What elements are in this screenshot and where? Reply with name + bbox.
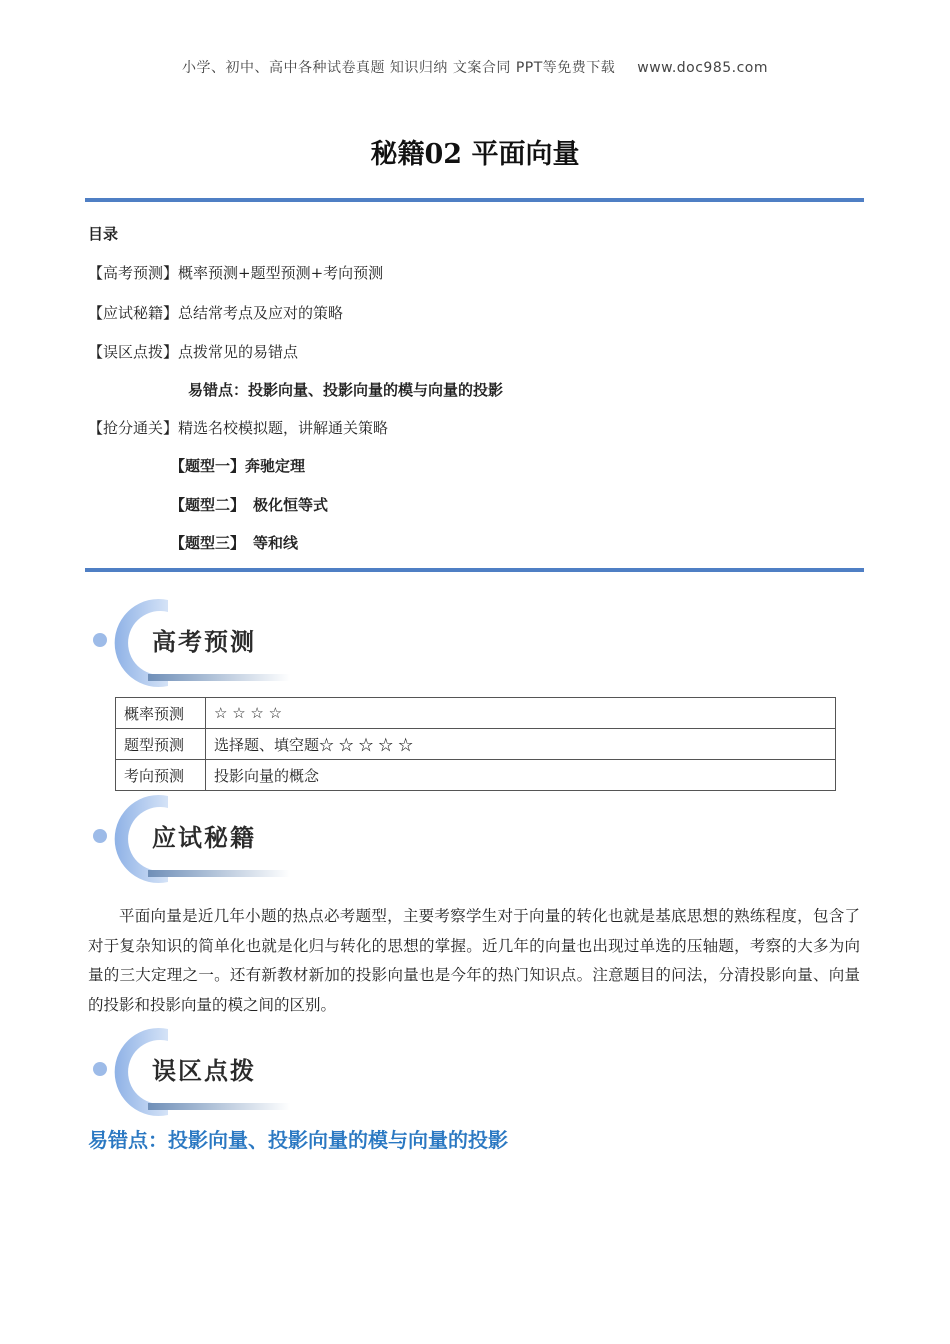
toc-item-tag: 【应试秘籍】 [88, 304, 179, 322]
table-row [116, 729, 836, 760]
toc-item-text: 点拨常见的易错点 [178, 343, 299, 361]
top-divider [85, 198, 864, 202]
table-cell-key: 题型预测 [116, 729, 206, 760]
toc-item-gaokao[interactable] [88, 262, 383, 283]
toc-item-tag: 【抢分通关】 [88, 419, 179, 437]
toc-item-yingshi[interactable] [88, 302, 343, 323]
table-cell-key: 概率预测 [116, 698, 206, 729]
toc-item-text: 精选名校模拟题，讲解通关策略 [178, 419, 389, 437]
page-title: 秘籍02 平面向量 [370, 139, 580, 170]
table-cell-key: 考向预测 [116, 760, 206, 791]
toc-item-text: 等和线 [253, 534, 299, 552]
table-cell-value: 投影向量的概念 [206, 760, 836, 791]
toc-item-text: 奔驰定理 [245, 457, 306, 475]
section-banner-wuqu [88, 1027, 293, 1119]
header-text: 小学、初中、高中各种试卷真题 知识归纳 文案合同 PPT等免费下载 [181, 60, 616, 76]
toc-item-tag: 【题型三】 [170, 534, 246, 552]
banner-title: 误区点拨 [152, 1057, 256, 1085]
table-row [116, 698, 836, 729]
toc-item-tag: 【题型二】 [170, 496, 246, 514]
table-row [116, 760, 836, 791]
toc-item-tag: 【题型一】 [170, 457, 246, 475]
error-point-title: 易错点：投影向量、投影向量的模与向量的投影 [88, 1128, 508, 1152]
section-banner-yingshi [88, 794, 293, 886]
prediction-table [115, 697, 836, 791]
banner-title: 高考预测 [152, 628, 256, 656]
toc-item-type-2[interactable] [170, 494, 328, 515]
page-header [0, 57, 950, 77]
toc-item-wuqu[interactable] [88, 341, 298, 362]
table-cell-value: ☆ ☆ ☆ ☆ [206, 698, 836, 729]
toc-item-text: 易错点：投影向量、投影向量的模与向量的投影 [188, 381, 504, 399]
toc-item-type-1[interactable] [170, 455, 305, 476]
toc-item-text: 概率预测+题型预测+考向预测 [178, 264, 384, 282]
banner-title: 应试秘籍 [152, 824, 256, 852]
toc-divider [85, 568, 864, 572]
toc-item-error-point[interactable] [188, 379, 503, 400]
strategy-paragraph: 平面向量是近几年小题的热点必考题型，主要考察学生对于向量的转化也就是基底思想的熟练程度，包含了对于复杂知识的简单化也就是化归与转化的思想的掌握。近几年的向量也出现过单选的压轴题，考察的大多为向量的三大定理之一。还有新教材新加的投影向量也是今年的热门知识点。注意题目的问法，分清投影向量、向量的投影和投影向量的模之间的区别。 [88, 907, 860, 1014]
toc-item-type-3[interactable] [170, 532, 298, 553]
header-site[interactable]: www.doc985.com [637, 60, 769, 76]
toc-item-text: 总结常考点及应对的策略 [178, 304, 344, 322]
toc-item-tag: 【误区点拨】 [88, 343, 179, 361]
toc-item-qiangfen[interactable] [88, 417, 388, 438]
table-cell-value: 选择题、填空题☆ ☆ ☆ ☆ ☆ [206, 729, 836, 760]
toc-item-text: 极化恒等式 [253, 496, 329, 514]
toc-heading: 目录 [88, 225, 119, 243]
toc-item-tag: 【高考预测】 [88, 264, 179, 282]
section-banner-gaokao [88, 598, 293, 690]
